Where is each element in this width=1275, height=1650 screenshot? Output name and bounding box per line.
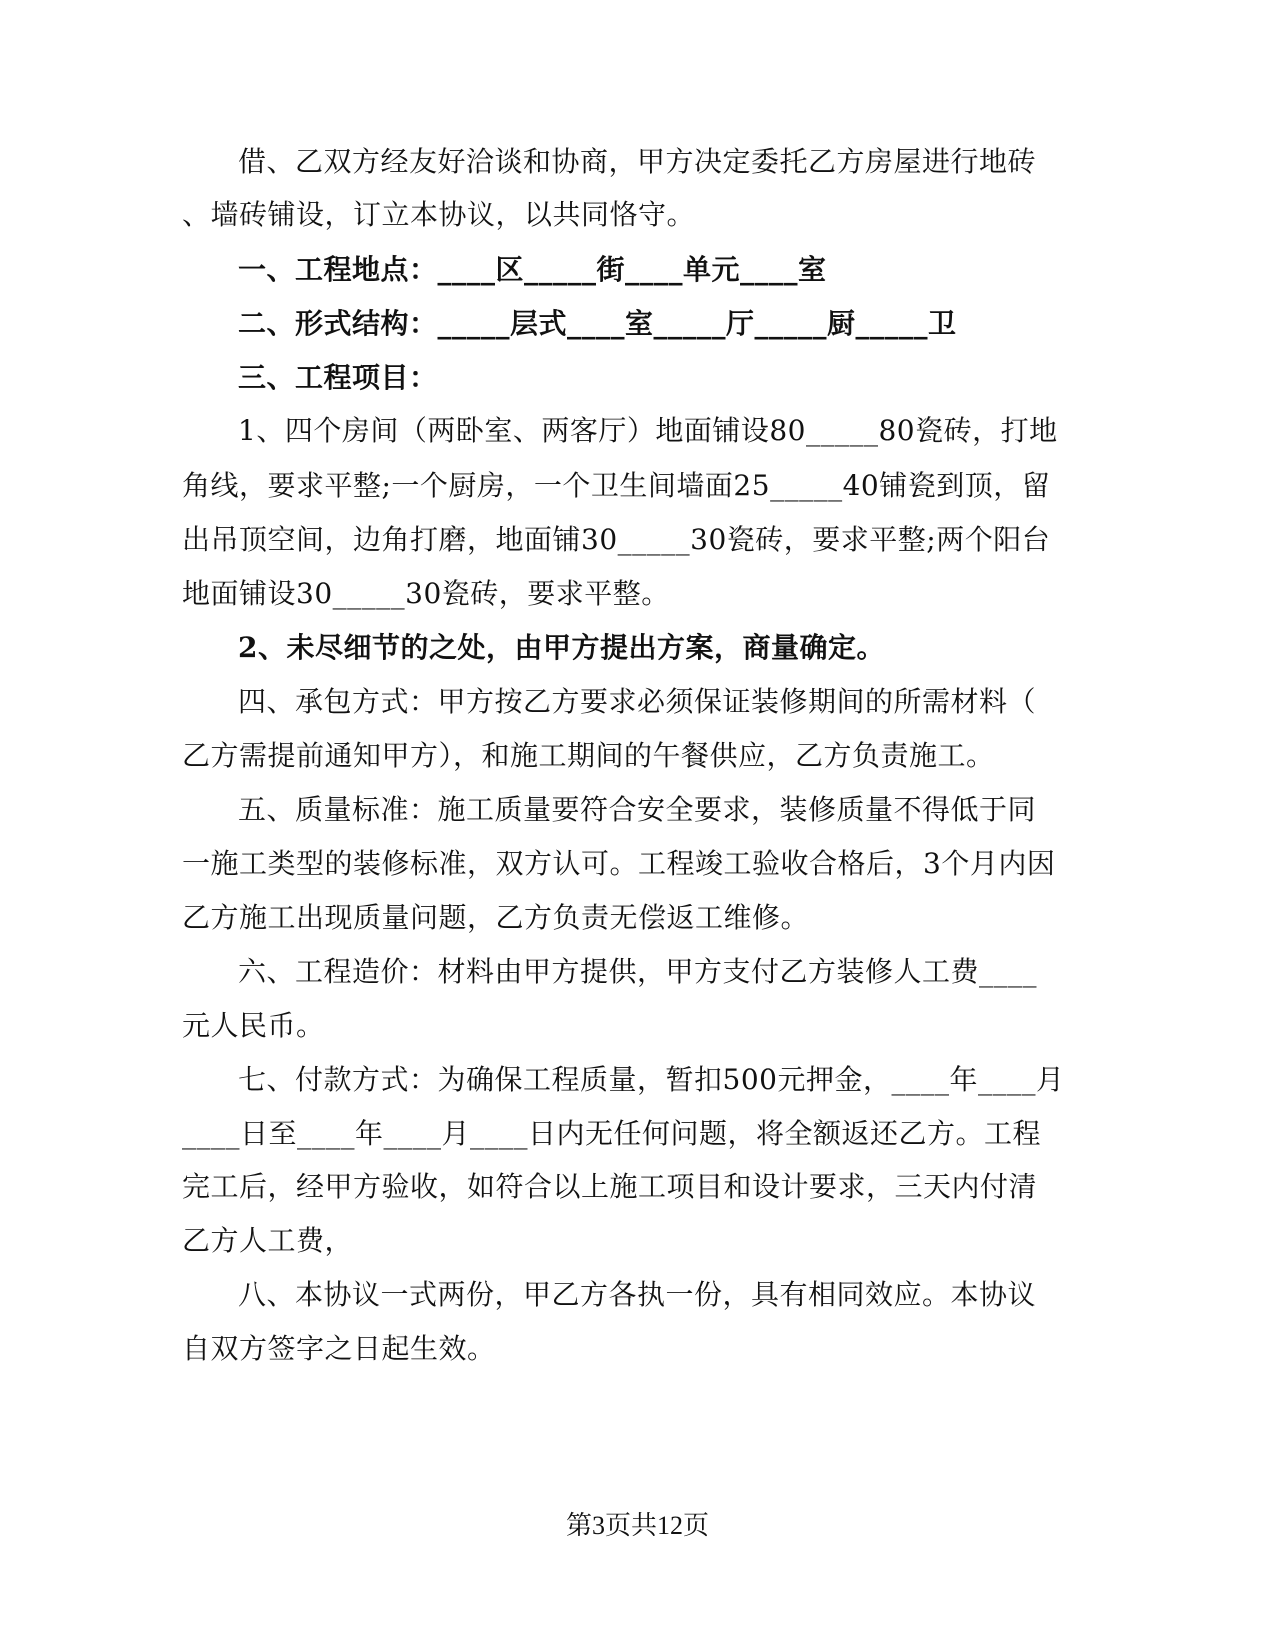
paragraph-intro-line-2: 、墙砖铺设，订立本协议，以共同恪守。: [182, 198, 696, 231]
section-6-line-2: 元人民币。: [182, 1009, 325, 1042]
section-1-location: 一、工程地点：____区_____街____单元____室: [238, 253, 827, 286]
section-7-line-1: 七、付款方式：为确保工程质量，暂扣500元押金，____年____月: [238, 1063, 1065, 1096]
section-7-line-2: ____日至____年____月____日内无任何问题，将全额返还乙方。工程: [182, 1117, 1042, 1150]
section-5-line-3: 乙方施工出现质量问题，乙方负责无偿返工维修。: [182, 901, 810, 934]
section-6-line-1: 六、工程造价：材料由甲方提供，甲方支付乙方装修人工费____: [238, 955, 1038, 988]
section-7-line-4: 乙方人工费，: [182, 1224, 354, 1257]
section-8-line-2: 自双方签字之日起生效。: [182, 1332, 496, 1365]
section-4-line-2: 乙方需提前通知甲方），和施工期间的午餐供应，乙方负责施工。: [182, 739, 995, 772]
section-8-line-1: 八、本协议一式两份，甲乙方各执一份，具有相同效应。本协议: [238, 1278, 1037, 1311]
section-7-line-3: 完工后，经甲方验收，如符合以上施工项目和设计要求，三天内付清: [182, 1170, 1038, 1203]
section-5-line-2: 一施工类型的装修标准，双方认可。工程竣工验收合格后，3个月内因: [182, 847, 1056, 880]
page-number-footer: 第3页共12页: [565, 1511, 709, 1540]
item-1-line-3: 出吊顶空间，边角打磨，地面铺30_____30瓷砖，要求平整;两个阳台: [182, 523, 1051, 556]
document-page: [182, 0, 1065, 1650]
item-1-line-4: 地面铺设30_____30瓷砖，要求平整。: [182, 577, 670, 610]
section-3-heading: 三、工程项目：: [238, 361, 438, 394]
item-1-line-1: 1、四个房间（两卧室、两客厅）地面铺设80_____80瓷砖，打地: [238, 414, 1058, 447]
item-2: 2、未尽细节的之处，由甲方提出方案，商量确定。: [238, 631, 885, 664]
section-4-line-1: 四、承包方式：甲方按乙方要求必须保证装修期间的所需材料（: [238, 685, 1037, 718]
item-1-line-2: 角线，要求平整;一个厨房，一个卫生间墙面25_____40铺瓷到顶，留: [182, 469, 1051, 502]
paragraph-intro-line-1: 借、乙双方经友好洽谈和协商，甲方决定委托乙方房屋进行地砖: [238, 145, 1037, 178]
section-5-line-1: 五、质量标准：施工质量要符合安全要求，装修质量不得低于同: [238, 793, 1037, 826]
section-2-structure: 二、形式结构：_____层式____室_____厅_____厨_____卫: [238, 307, 957, 340]
